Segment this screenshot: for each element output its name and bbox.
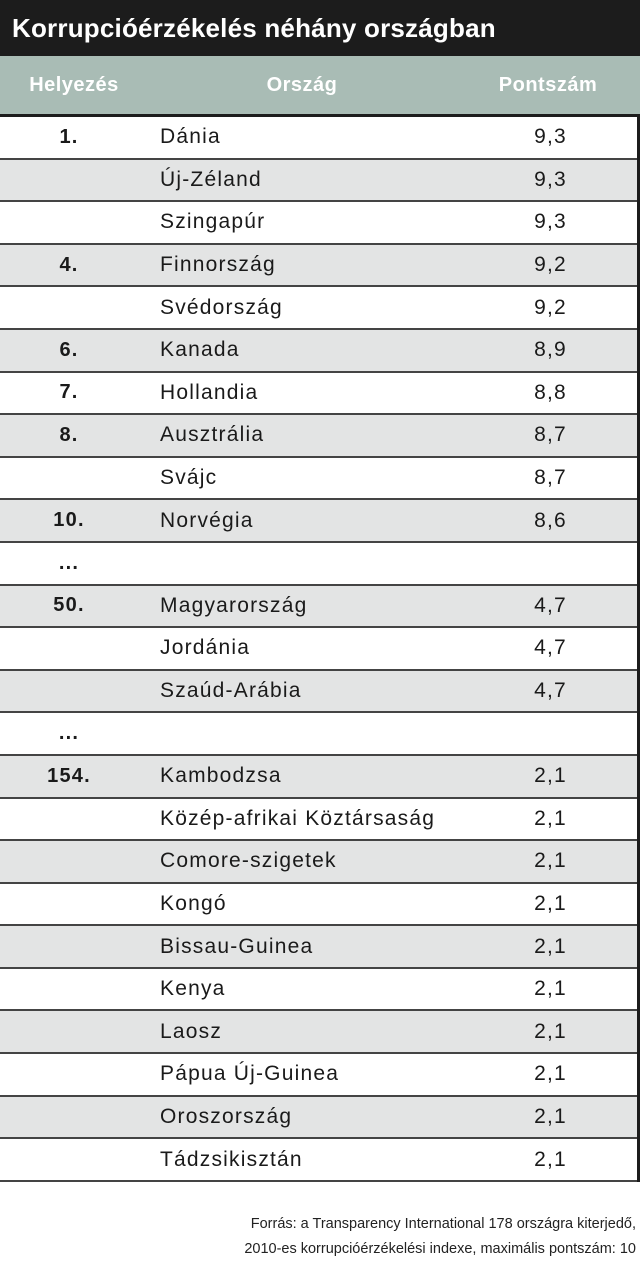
table-row bbox=[0, 117, 637, 160]
cell-country: Comore-szigetek bbox=[160, 849, 337, 873]
table-row bbox=[0, 458, 637, 501]
table-row bbox=[0, 884, 637, 927]
cell-score: 2,1 bbox=[534, 1019, 567, 1043]
cell-country: Dánia bbox=[160, 125, 221, 149]
table-row bbox=[0, 330, 637, 373]
table-row bbox=[0, 500, 637, 543]
header-rank: Helyezés bbox=[29, 73, 119, 96]
table-row bbox=[0, 586, 637, 629]
cell-country: Oroszország bbox=[160, 1104, 293, 1128]
cell-score: 2,1 bbox=[534, 1062, 567, 1086]
cell-score: 9,2 bbox=[534, 295, 567, 319]
cell-country: Ausztrália bbox=[160, 423, 265, 447]
table-row bbox=[0, 628, 637, 671]
cell-score: 8,8 bbox=[534, 380, 567, 404]
table-row bbox=[0, 799, 637, 842]
cell-rank: 10. bbox=[53, 509, 85, 532]
cell-score: 2,1 bbox=[534, 1147, 567, 1171]
table-row bbox=[0, 1011, 637, 1054]
table-row bbox=[0, 245, 637, 288]
cell-country: Finnország bbox=[160, 253, 276, 277]
header-score: Pontszám bbox=[498, 73, 598, 96]
cell-score: 4,7 bbox=[534, 636, 567, 660]
table-row bbox=[0, 1097, 637, 1140]
cell-rank: 4. bbox=[59, 253, 79, 276]
cell-score: 2,1 bbox=[534, 1104, 567, 1128]
source-line-1: Forrás: a Transparency International 178 országra kiterjedő, bbox=[250, 1216, 636, 1232]
cell-country: Norvégia bbox=[160, 508, 254, 532]
table-row bbox=[0, 671, 637, 714]
table-row bbox=[0, 926, 637, 969]
cell-country: Kambodzsa bbox=[160, 764, 282, 788]
cell-rank: 6. bbox=[59, 338, 79, 361]
cell-score: 4,7 bbox=[534, 679, 567, 703]
cell-score: 9,2 bbox=[534, 253, 567, 277]
cell-score: 8,7 bbox=[534, 466, 567, 490]
cell-country: Bissau-Guinea bbox=[160, 934, 314, 958]
source-line-2: 2010-es korrupcióérzékelési indexe, maximális pontszám: 10 bbox=[244, 1241, 636, 1257]
cell-score: 2,1 bbox=[534, 849, 567, 873]
cell-country: Kanada bbox=[160, 338, 240, 362]
header-country: Ország bbox=[266, 73, 338, 96]
table-body bbox=[0, 117, 640, 1182]
cell-score: 2,1 bbox=[534, 934, 567, 958]
cell-score: 8,7 bbox=[534, 423, 567, 447]
cell-score: 9,3 bbox=[534, 167, 567, 191]
table-row bbox=[0, 373, 637, 416]
cell-score: 2,1 bbox=[534, 806, 567, 830]
cell-country: Szingapúr bbox=[160, 210, 266, 234]
cell-rank: 8. bbox=[59, 423, 79, 446]
cell-country: Tádzsikisztán bbox=[160, 1147, 303, 1171]
cell-country: Új-Zéland bbox=[160, 167, 262, 191]
cell-country: Svédország bbox=[160, 295, 283, 319]
cell-country: Közép-afrikai Köztársaság bbox=[160, 806, 436, 830]
table-header bbox=[0, 56, 640, 117]
cell-rank: ... bbox=[58, 551, 80, 574]
cell-rank: ... bbox=[58, 722, 80, 745]
cell-rank: 50. bbox=[53, 594, 85, 617]
cell-country: Szaúd-Arábia bbox=[160, 679, 302, 703]
cell-country: Magyarország bbox=[160, 593, 308, 617]
table-row bbox=[0, 1139, 637, 1182]
cell-rank: 1. bbox=[59, 125, 79, 148]
cell-rank: 7. bbox=[59, 381, 79, 404]
table-row bbox=[0, 543, 637, 586]
cell-score: 8,9 bbox=[534, 338, 567, 362]
cell-score: 2,1 bbox=[534, 764, 567, 788]
table-row bbox=[0, 841, 637, 884]
cell-score: 9,3 bbox=[534, 125, 567, 149]
cell-country: Pápua Új-Guinea bbox=[160, 1062, 340, 1086]
cell-country: Svájc bbox=[160, 466, 218, 490]
table-row bbox=[0, 202, 637, 245]
cell-country: Kongó bbox=[160, 891, 227, 915]
cell-score: 9,3 bbox=[534, 210, 567, 234]
table-row bbox=[0, 160, 637, 203]
cell-score: 2,1 bbox=[534, 977, 567, 1001]
cell-country: Jordánia bbox=[160, 636, 251, 660]
cell-country: Kenya bbox=[160, 977, 226, 1001]
chart-title-text: Korrupcióérzékelés néhány országban bbox=[12, 12, 496, 43]
cell-rank: 154. bbox=[47, 764, 91, 787]
cell-score: 8,6 bbox=[534, 508, 567, 532]
table-row bbox=[0, 287, 637, 330]
cell-score: 2,1 bbox=[534, 891, 567, 915]
cell-score: 4,7 bbox=[534, 593, 567, 617]
table-row bbox=[0, 969, 637, 1012]
source-note bbox=[244, 1212, 636, 1262]
table-row bbox=[0, 415, 637, 458]
cell-country: Laosz bbox=[160, 1019, 223, 1043]
cell-country: Hollandia bbox=[160, 380, 259, 404]
table-row bbox=[0, 1054, 637, 1097]
table-row bbox=[0, 713, 637, 756]
chart-title bbox=[0, 0, 640, 56]
table-row bbox=[0, 756, 637, 799]
